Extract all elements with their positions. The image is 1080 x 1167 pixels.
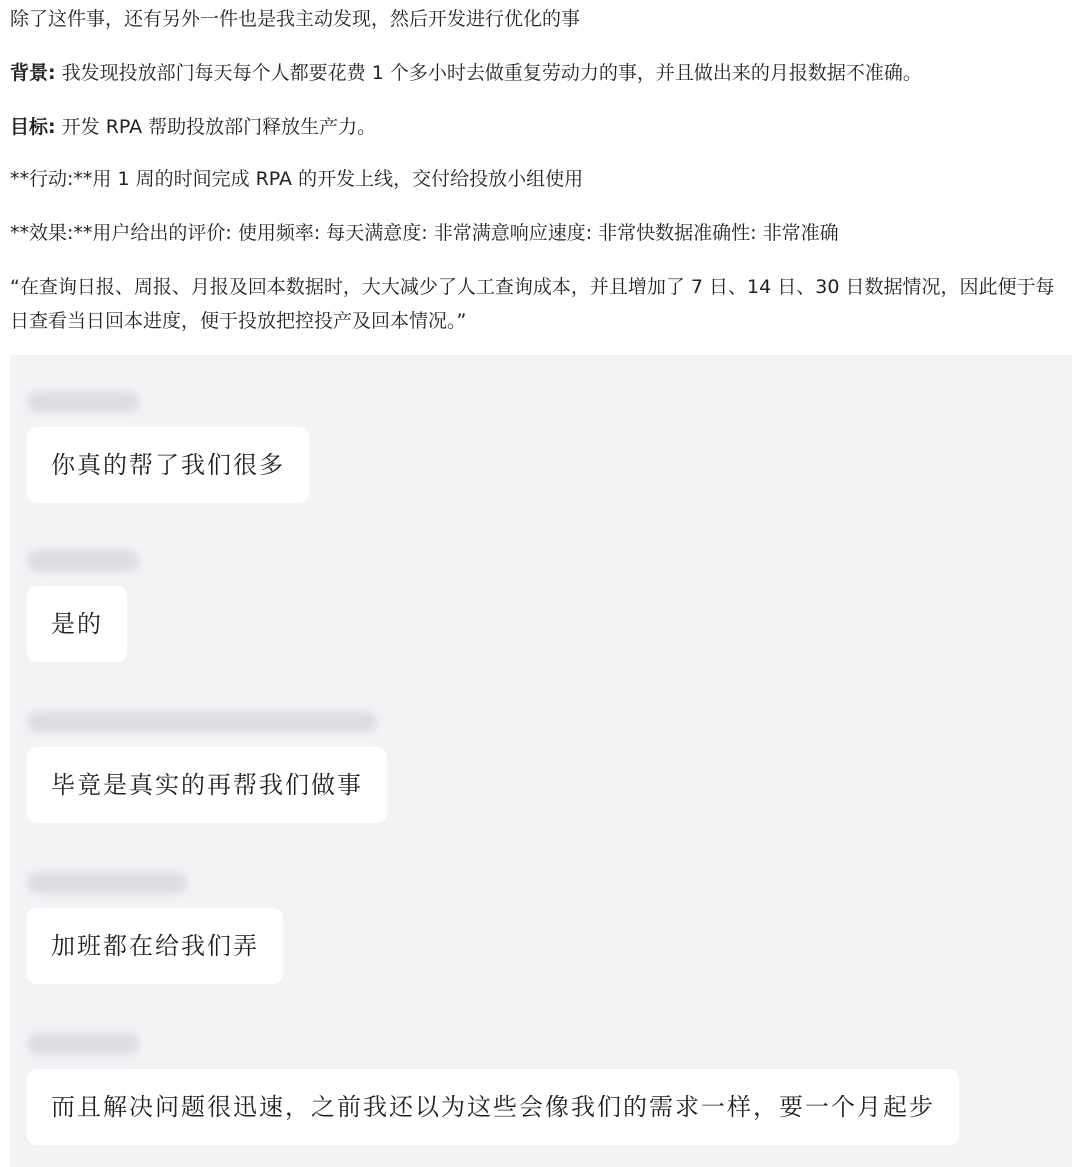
message-bubble: 你真的帮了我们很多	[27, 427, 309, 503]
goal-line	[10, 110, 376, 144]
effect-line: **效果:**用户给出的评价: 使用频率: 每天满意度: 非常满意响应速度: 非常快数据准确性: 非常准确	[10, 222, 839, 244]
goal-label: 目标:	[10, 116, 56, 138]
message-bubble: 加班都在给我们弄	[27, 908, 283, 984]
chat-message	[27, 711, 387, 823]
background-label: 背景:	[10, 62, 56, 84]
message-bubble: 毕竟是真实的再帮我们做事	[27, 747, 387, 823]
user-quote: “在查询日报、周报、月报及回本数据时，大大减少了人工查询成本，并且增加了 7 日、14 日、30 日数据情况，因此便于每日查看当日回本进度，便于投放把控投产及回本情况。”	[10, 276, 1055, 332]
chat-message	[27, 550, 139, 662]
background-text: 我发现投放部门每天每个人都要花费 1 个多小时去做重复劳动力的事，并且做出来的月报数据不准确。	[55, 62, 922, 84]
sender-name-blurred	[27, 550, 139, 572]
sender-name-blurred	[27, 1033, 139, 1055]
background-line	[10, 56, 922, 90]
chat-message	[27, 872, 283, 984]
chat-message	[27, 391, 309, 503]
chat-message	[27, 1033, 959, 1145]
message-bubble: 是的	[27, 586, 127, 662]
chat-screenshot-panel	[10, 355, 1072, 1167]
sender-name-blurred	[27, 872, 187, 894]
sender-name-blurred	[27, 711, 377, 733]
action-line: **行动:**用 1 周的时间完成 RPA 的开发上线，交付给投放小组使用	[10, 168, 584, 190]
sender-name-blurred	[27, 391, 139, 413]
goal-text: 开发 RPA 帮助投放部门释放生产力。	[55, 116, 377, 138]
intro-line: 除了这件事，还有另外一件也是我主动发现，然后开发进行优化的事	[10, 8, 581, 30]
message-bubble: 而且解决问题很迅速，之前我还以为这些会像我们的需求一样，要一个月起步	[27, 1069, 959, 1145]
